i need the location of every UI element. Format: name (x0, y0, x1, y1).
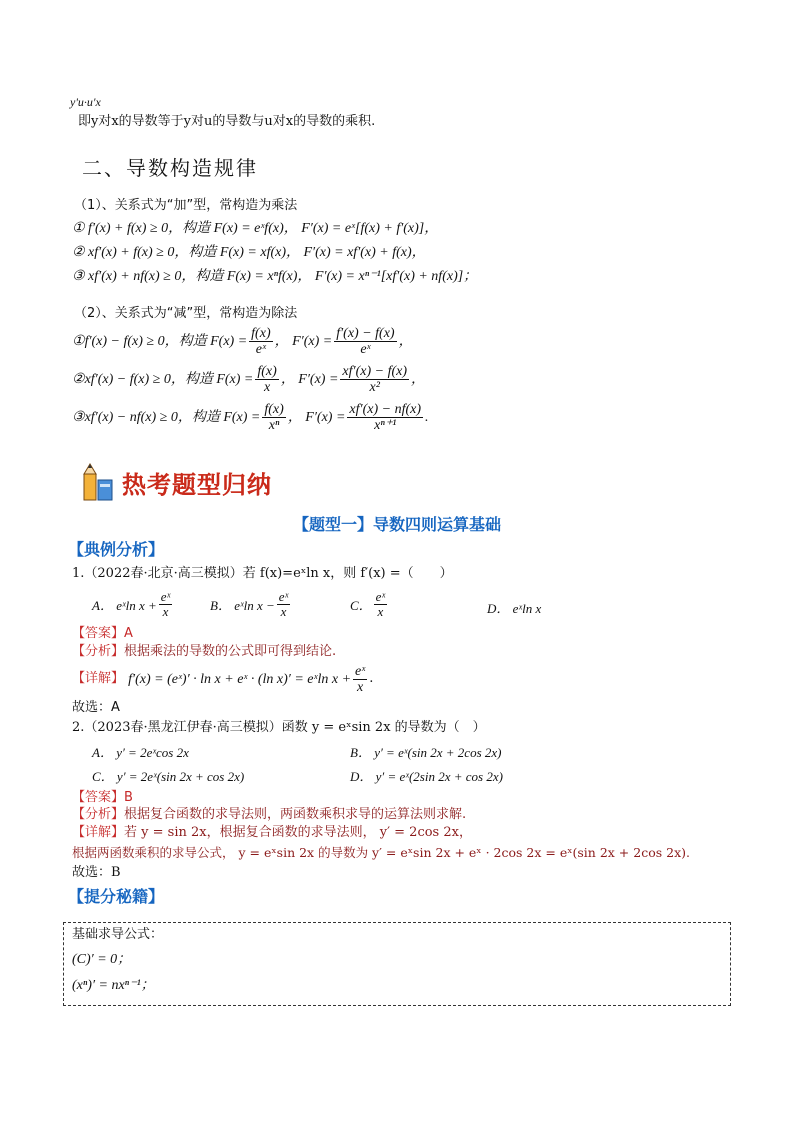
item-mark: ② (72, 371, 85, 387)
fraction (353, 664, 367, 696)
frac-den: eˣ (255, 342, 266, 358)
answer-label: 【答案】 (72, 790, 125, 805)
frac-num: f(x) (251, 326, 271, 341)
item-Fprime: ， F′(x) = (274, 333, 333, 349)
item-end: ， (411, 371, 426, 387)
answer-value: A (124, 626, 133, 641)
q1-option-a[interactable] (92, 590, 174, 620)
detail-text: f′(x) = (eˣ)′ · ln x + eˣ · (ln x)′ = eˣln x + (128, 671, 352, 687)
example-analysis-heading: 【典例分析】 (68, 540, 165, 559)
option-text: A． eˣln x + (92, 598, 157, 614)
item-mark: ③ (72, 409, 85, 425)
question-type-title: 【题型一】导数四则运算基础 (292, 515, 501, 534)
frac-den: x (280, 604, 287, 620)
item-end: ， (398, 333, 413, 349)
answer-label: 【答案】 (72, 626, 125, 641)
q2-answer (72, 790, 133, 807)
analysis-text: 根据乘法的导数的公式即可得到结论. (124, 644, 337, 659)
sub-type-heading: （2）、关系式为“减”型，常构造为除法 (74, 306, 298, 321)
frac-den: x (263, 380, 271, 396)
frac-den: x (162, 604, 169, 620)
q2-stem: 2.（2023春·黑龙江伊春·高三模拟）函数 y = eˣsin 2x 的导数为（ ） (72, 720, 486, 735)
q1-detail: 【详解】 f′(x) = (eˣ)′ · ln x + eˣ · (ln x)′ = eˣln x + $\frac{\text{eˣ}}{x}$ . (72, 664, 374, 696)
hot-topics-banner (80, 462, 272, 502)
fraction (159, 590, 172, 620)
chain-rule-sentence: 即y对x的导数等于y对u的导数与u对x的导数的乘积. (78, 114, 376, 129)
box-title: 基础求导公式： (72, 927, 164, 942)
add-type-item-2: ② xf′(x) + f(x) ≥ 0，构造 F(x) = xf(x)， F′(x) = xf′(x) + f(x)， (72, 245, 426, 260)
frac-num: eˣ (375, 589, 386, 604)
hot-topics-title: 热考题型归纳 (122, 465, 272, 500)
option-text: C． (350, 598, 372, 614)
item-end: . (425, 409, 429, 425)
item-mark: ① (72, 333, 85, 349)
frac-num: xf′(x) − f(x) (342, 364, 408, 379)
item-Fprime: ， F′(x) = (287, 409, 346, 425)
frac-num: eˣ (355, 664, 366, 679)
add-type-item-1: ① f′(x) + f(x) ≥ 0，构造 F(x) = eˣf(x)， F′(x) = eˣ[f(x) + f′(x)]， (72, 221, 439, 236)
q2-detail-2: 根据两函数乘积的求导公式， y = eˣsin 2x 的导数为 y′ = eˣsin 2x + eˣ · 2cos 2x = eˣ(sin 2x + 2cos 2x). (72, 845, 690, 860)
box-formula-2: (xⁿ)′ = nxⁿ⁻¹； (72, 978, 155, 993)
add-type-item-3: ③ xf′(x) + nf(x) ≥ 0，构造 F(x) = xⁿf(x)， F′(x) = xⁿ⁻¹[xf′(x) + nf(x)]； (72, 269, 478, 284)
fraction (374, 590, 387, 620)
q1-analysis (72, 644, 336, 661)
q1-option-c[interactable] (350, 590, 389, 620)
fraction (249, 326, 272, 358)
add-type-heading: （1）、关系式为“加”型，常构造为乘法 (74, 198, 298, 213)
frac-num: eˣ (278, 589, 289, 604)
q1-stem: 1.（2022春·北京·高三模拟）若 f(x)=eˣln x，则 f′(x) =（ ） (72, 566, 453, 581)
section-title: 二、导数构造规律 (82, 156, 258, 180)
q1-answer (72, 626, 133, 643)
frac-num: f(x) (257, 364, 277, 379)
detail-text: 若 y = sin 2x，根据复合函数的求导法则， y′ = 2cos 2x， (124, 825, 472, 840)
q2-option-c[interactable]: C． y′ = 2eˣ(sin 2x + cos 2x) (92, 769, 245, 784)
frac-den: xⁿ (268, 418, 280, 434)
item-F: F(x) = (216, 371, 254, 387)
q2-option-b[interactable]: B． y′ = eˣ(sin 2x + 2cos 2x) (350, 745, 502, 760)
q2-analysis (72, 807, 466, 824)
q2-choose: 故选：B (72, 865, 121, 880)
frac-den: x² (369, 380, 380, 396)
fraction (334, 326, 396, 358)
box-formula-1: (C)′ = 0； (72, 952, 132, 967)
analysis-text: 根据复合函数的求导法则，两函数乘积求导的运算法则求解. (124, 807, 467, 822)
frac-den: x (356, 680, 364, 696)
frac-den: x (377, 604, 384, 620)
q1-option-d[interactable]: D． eˣln x (487, 601, 542, 616)
sub-type-item-2 (72, 364, 425, 396)
sub-type-item-1 (72, 326, 413, 358)
q2-option-a[interactable]: A． y′ = 2eˣcos 2x (92, 745, 189, 760)
item-condition: xf′(x) − nf(x) ≥ 0，构造 (84, 409, 220, 425)
answer-value: B (124, 790, 133, 805)
q1-choose: 故选：A (72, 700, 120, 715)
q1-option-b[interactable] (210, 590, 292, 620)
fraction (262, 402, 285, 434)
item-condition: xf′(x) − f(x) ≥ 0，构造 (84, 371, 213, 387)
item-condition: f′(x) − f(x) ≥ 0，构造 (84, 333, 207, 349)
item-F: F(x) = (210, 333, 248, 349)
fraction (277, 590, 290, 620)
frac-num: f′(x) − f(x) (336, 326, 395, 341)
sub-type-item-3 (72, 402, 429, 434)
frac-num: eˣ (160, 589, 171, 604)
frac-num: xf′(x) − nf(x) (349, 402, 422, 417)
pencil-icon (80, 462, 116, 502)
detail-label: 【详解】 (72, 825, 125, 840)
item-Fprime: ， F′(x) = (280, 371, 339, 387)
analysis-label: 【分析】 (72, 644, 125, 659)
tips-heading: 【提分秘籍】 (68, 887, 165, 906)
option-text: B． eˣln x − (210, 598, 275, 614)
chain-rule-formula: y'u·u'x (70, 95, 101, 109)
detail-label: 【详解】 (72, 671, 125, 687)
analysis-label: 【分析】 (72, 807, 125, 822)
frac-den: xⁿ⁺¹ (374, 418, 397, 434)
q2-detail (72, 825, 472, 842)
q2-option-d[interactable]: D． y′ = eˣ(2sin 2x + cos 2x) (350, 769, 503, 784)
frac-num: f(x) (264, 402, 284, 417)
fraction (340, 364, 409, 396)
fraction (347, 402, 423, 434)
frac-den: eˣ (360, 342, 371, 358)
fraction (255, 364, 278, 396)
tips-box (63, 922, 731, 1006)
item-F: F(x) = (223, 409, 261, 425)
